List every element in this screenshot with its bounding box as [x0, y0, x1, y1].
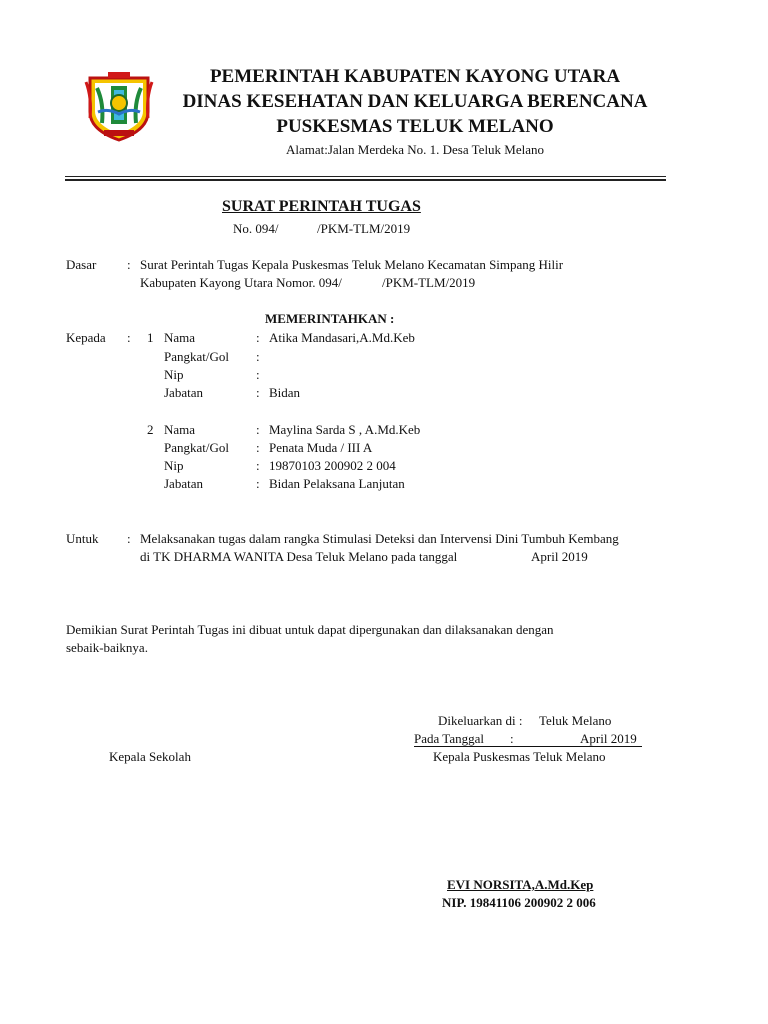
- issued-date-label: Pada Tanggal: [414, 731, 484, 746]
- person-2-nama-value: Maylina Sarda S , A.Md.Keb: [269, 422, 421, 437]
- person-2-pangkat-colon: :: [256, 440, 260, 455]
- untuk-label: Untuk: [66, 531, 99, 546]
- header-address: Alamat:Jalan Merdeka No. 1. Desa Teluk Melano: [285, 142, 545, 157]
- document-number-suffix: /PKM-TLM/2019: [317, 221, 411, 236]
- person-2-nip-value: 19870103 200902 2 004: [269, 458, 396, 473]
- header-rule-thin: [65, 176, 666, 177]
- person-1-jabatan-label: Jabatan: [164, 385, 203, 400]
- header-line-2: DINAS KESEHATAN DAN KELUARGA BERENCANA: [182, 91, 648, 112]
- person-1-nama-colon: :: [256, 330, 260, 345]
- issued-date-value: April 2019: [580, 731, 637, 746]
- person-2-jabatan-label: Jabatan: [164, 476, 203, 491]
- untuk-line-2: di TK DHARMA WANITA Desa Teluk Melano pada tanggal: [140, 549, 458, 564]
- dasar-line-2-suffix: /PKM-TLM/2019: [382, 275, 476, 290]
- person-1-nip-colon: :: [256, 367, 260, 382]
- signature-left-title: Kepala Sekolah: [109, 749, 191, 764]
- person-2-jabatan-value: Bidan Pelaksana Lanjutan: [269, 476, 405, 491]
- signature-right-name: EVI NORSITA,A.Md.Kep: [447, 877, 594, 892]
- person-2-nip-colon: :: [256, 458, 260, 473]
- person-2-pangkat-label: Pangkat/Gol: [164, 440, 229, 455]
- dasar-line-2-prefix: Kabupaten Kayong Utara Nomor. 094/: [140, 275, 342, 290]
- closing-line-1: Demikian Surat Perintah Tugas ini dibuat untuk dapat dipergunakan dan dilaksanakan dengan: [66, 622, 554, 637]
- dasar-colon: :: [127, 257, 131, 272]
- person-1-nama-label: Nama: [164, 330, 196, 345]
- untuk-line-1: Melaksanakan tugas dalam rangka Stimulasi Deteksi dan Intervensi Dini Tumbuh Kembang: [140, 531, 619, 546]
- header-line-3: PUSKESMAS TELUK MELANO: [276, 116, 554, 137]
- document-number-prefix: No. 094/: [233, 221, 279, 236]
- issued-date-colon: :: [510, 731, 514, 746]
- signature-right-title: Kepala Puskesmas Teluk Melano: [433, 749, 606, 764]
- untuk-date: April 2019: [531, 549, 588, 564]
- person-1-jabatan-colon: :: [256, 385, 260, 400]
- issued-place-label: Dikeluarkan di :: [438, 713, 523, 728]
- header-rule-thick: [65, 179, 666, 181]
- person-2-jabatan-colon: :: [256, 476, 260, 491]
- document-title: SURAT PERINTAH TUGAS: [222, 198, 421, 215]
- person-1-number: 1: [147, 330, 154, 345]
- issued-place-value: Teluk Melano: [539, 713, 612, 728]
- person-1-pangkat-colon: :: [256, 349, 260, 364]
- person-2-nip-label: Nip: [164, 458, 184, 473]
- signature-right-nip: NIP. 19841106 200902 2 006: [442, 895, 596, 910]
- person-1-nama-value: Atika Mandasari,A.Md.Keb: [269, 330, 415, 345]
- person-2-nama-label: Nama: [164, 422, 196, 437]
- untuk-colon: :: [127, 531, 131, 546]
- person-1-jabatan-value: Bidan: [269, 385, 301, 400]
- person-2-number: 2: [147, 422, 154, 437]
- header-line-1: PEMERINTAH KABUPATEN KAYONG UTARA: [209, 66, 621, 87]
- person-1-pangkat-label: Pangkat/Gol: [164, 349, 229, 364]
- dasar-line-1: Surat Perintah Tugas Kepala Puskesmas Teluk Melano Kecamatan Simpang Hilir: [140, 257, 564, 272]
- person-1-nip-label: Nip: [164, 367, 184, 382]
- person-2-nama-colon: :: [256, 422, 260, 437]
- closing-line-2: sebaik-baiknya.: [66, 640, 148, 655]
- person-2-pangkat-value: Penata Muda / III A: [269, 440, 373, 455]
- kepada-colon: :: [127, 330, 131, 345]
- memerintahkan-heading: MEMERINTAHKAN :: [265, 311, 395, 326]
- dasar-label: Dasar: [66, 257, 97, 272]
- kepada-label: Kepada: [66, 330, 106, 345]
